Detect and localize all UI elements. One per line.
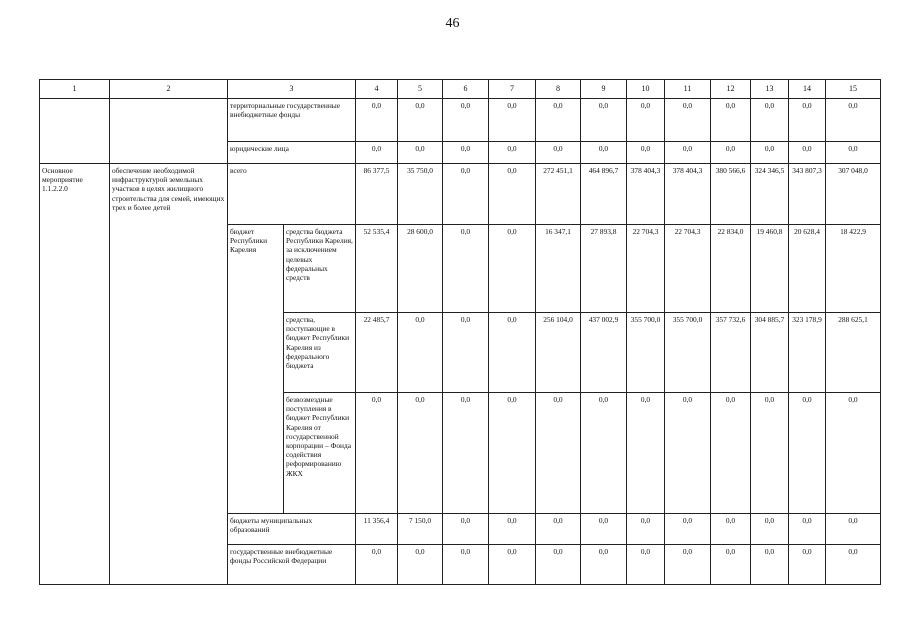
value-cell: 288 625,1	[826, 313, 881, 393]
source-label: всего	[228, 164, 356, 225]
value-cell: 28 600,0	[398, 225, 443, 313]
header-cell: 14	[789, 80, 826, 99]
value-cell: 0,0	[665, 393, 711, 514]
value-cell: 0,0	[443, 164, 489, 225]
header-cell: 8	[536, 80, 581, 99]
header-cell: 6	[443, 80, 489, 99]
value-cell: 0,0	[443, 514, 489, 545]
value-cell: 27 893,8	[581, 225, 627, 313]
header-cell: 12	[711, 80, 751, 99]
value-cell: 0,0	[536, 514, 581, 545]
value-cell: 18 422,9	[826, 225, 881, 313]
header-cell: 9	[581, 80, 627, 99]
budget-rk-label: бюджет Республики Карелия	[228, 225, 284, 514]
value-cell: 0,0	[398, 313, 443, 393]
page-number: 46	[445, 16, 460, 31]
value-cell: 323 178,9	[789, 313, 826, 393]
value-cell: 0,0	[443, 225, 489, 313]
header-cell: 1	[40, 80, 110, 99]
value-cell: 378 404,3	[627, 164, 665, 225]
value-cell: 11 356,4	[356, 514, 398, 545]
value-cell: 0,0	[789, 142, 826, 164]
value-cell: 0,0	[789, 393, 826, 514]
source-label: средства бюджета Республики Карелия, за исключением целевых федеральных средств	[284, 225, 356, 313]
value-cell: 324 346,5	[751, 164, 789, 225]
value-cell: 0,0	[665, 99, 711, 142]
value-cell: 0,0	[581, 393, 627, 514]
source-label: бюджеты муниципальных образований	[228, 514, 356, 545]
value-cell: 0,0	[751, 545, 789, 585]
value-cell: 0,0	[443, 313, 489, 393]
value-cell: 437 002,9	[581, 313, 627, 393]
value-cell: 0,0	[711, 393, 751, 514]
value-cell: 0,0	[443, 545, 489, 585]
value-cell: 0,0	[665, 514, 711, 545]
empty-cell	[110, 99, 228, 164]
value-cell: 20 628,4	[789, 225, 826, 313]
value-cell: 343 807,3	[789, 164, 826, 225]
value-cell: 272 451,1	[536, 164, 581, 225]
value-cell: 0,0	[443, 393, 489, 514]
header-cell: 4	[356, 80, 398, 99]
event-name: Основное мероприятие 1.1.2.2.0	[40, 164, 110, 585]
value-cell: 0,0	[536, 142, 581, 164]
value-cell: 0,0	[665, 545, 711, 585]
value-cell: 0,0	[398, 99, 443, 142]
value-cell: 0,0	[443, 99, 489, 142]
value-cell: 378 404,3	[665, 164, 711, 225]
value-cell: 0,0	[536, 545, 581, 585]
value-cell: 0,0	[789, 99, 826, 142]
value-cell: 0,0	[356, 545, 398, 585]
value-cell: 0,0	[627, 393, 665, 514]
value-cell: 0,0	[398, 142, 443, 164]
value-cell: 0,0	[711, 142, 751, 164]
value-cell: 0,0	[751, 514, 789, 545]
value-cell: 0,0	[398, 545, 443, 585]
value-cell: 22 704,3	[627, 225, 665, 313]
event-description: обеспечение необходимой инфраструктурой земельных участков в целях жилищного строительства для семей, имеющих трех и более детей	[110, 164, 228, 585]
value-cell: 0,0	[751, 142, 789, 164]
table-row	[40, 99, 881, 142]
header-cell: 10	[627, 80, 665, 99]
value-cell: 0,0	[826, 142, 881, 164]
header-cell: 15	[826, 80, 881, 99]
value-cell: 0,0	[356, 393, 398, 514]
value-cell: 355 700,0	[665, 313, 711, 393]
value-cell: 0,0	[826, 393, 881, 514]
source-label: юридические лица	[228, 142, 356, 164]
table-row	[40, 164, 881, 225]
header-cell: 7	[489, 80, 536, 99]
value-cell: 0,0	[536, 99, 581, 142]
value-cell: 0,0	[711, 514, 751, 545]
value-cell: 22 834,0	[711, 225, 751, 313]
value-cell: 0,0	[489, 393, 536, 514]
value-cell: 0,0	[627, 99, 665, 142]
source-label: территориальные государственные внебюджетные фонды	[228, 99, 356, 142]
value-cell: 0,0	[751, 99, 789, 142]
value-cell: 0,0	[356, 142, 398, 164]
value-cell: 0,0	[711, 545, 751, 585]
value-cell: 0,0	[826, 514, 881, 545]
value-cell: 0,0	[356, 99, 398, 142]
value-cell: 35 750,0	[398, 164, 443, 225]
value-cell: 0,0	[489, 313, 536, 393]
header-cell: 13	[751, 80, 789, 99]
value-cell: 0,0	[581, 545, 627, 585]
header-cell: 3	[228, 80, 356, 99]
value-cell: 0,0	[581, 99, 627, 142]
value-cell: 7 150,0	[398, 514, 443, 545]
value-cell: 464 896,7	[581, 164, 627, 225]
source-label: средства, поступающие в бюджет Республики Карелия из федерального бюджета	[284, 313, 356, 393]
value-cell: 0,0	[489, 142, 536, 164]
value-cell: 0,0	[826, 99, 881, 142]
header-cell: 5	[398, 80, 443, 99]
value-cell: 86 377,5	[356, 164, 398, 225]
value-cell: 0,0	[489, 545, 536, 585]
value-cell: 0,0	[489, 514, 536, 545]
value-cell: 355 700,0	[627, 313, 665, 393]
value-cell: 0,0	[581, 142, 627, 164]
value-cell: 256 104,0	[536, 313, 581, 393]
value-cell: 357 732,6	[711, 313, 751, 393]
header-row	[40, 80, 881, 99]
value-cell: 0,0	[627, 514, 665, 545]
value-cell: 0,0	[789, 545, 826, 585]
value-cell: 0,0	[751, 393, 789, 514]
value-cell: 0,0	[627, 142, 665, 164]
value-cell: 22 704,3	[665, 225, 711, 313]
value-cell: 307 048,0	[826, 164, 881, 225]
value-cell: 0,0	[826, 545, 881, 585]
header-cell: 2	[110, 80, 228, 99]
value-cell: 0,0	[489, 225, 536, 313]
budget-table	[39, 79, 881, 585]
value-cell: 0,0	[627, 545, 665, 585]
value-cell: 0,0	[789, 514, 826, 545]
value-cell: 22 485,7	[356, 313, 398, 393]
header-cell: 11	[665, 80, 711, 99]
value-cell: 0,0	[489, 99, 536, 142]
empty-cell	[40, 99, 110, 164]
value-cell: 0,0	[443, 142, 489, 164]
value-cell: 0,0	[398, 393, 443, 514]
value-cell: 0,0	[581, 514, 627, 545]
value-cell: 0,0	[536, 393, 581, 514]
value-cell: 304 885,7	[751, 313, 789, 393]
source-label: безвозмездные поступления в бюджет Республики Карелия от государственной корпорации – Фонда содействия реформированию ЖКХ	[284, 393, 356, 514]
value-cell: 16 347,1	[536, 225, 581, 313]
value-cell: 19 460,8	[751, 225, 789, 313]
source-label: государственные внебюджетные фонды Российской Федерации	[228, 545, 356, 585]
value-cell: 380 566,6	[711, 164, 751, 225]
value-cell: 0,0	[489, 164, 536, 225]
value-cell: 0,0	[665, 142, 711, 164]
value-cell: 52 535,4	[356, 225, 398, 313]
value-cell: 0,0	[711, 99, 751, 142]
